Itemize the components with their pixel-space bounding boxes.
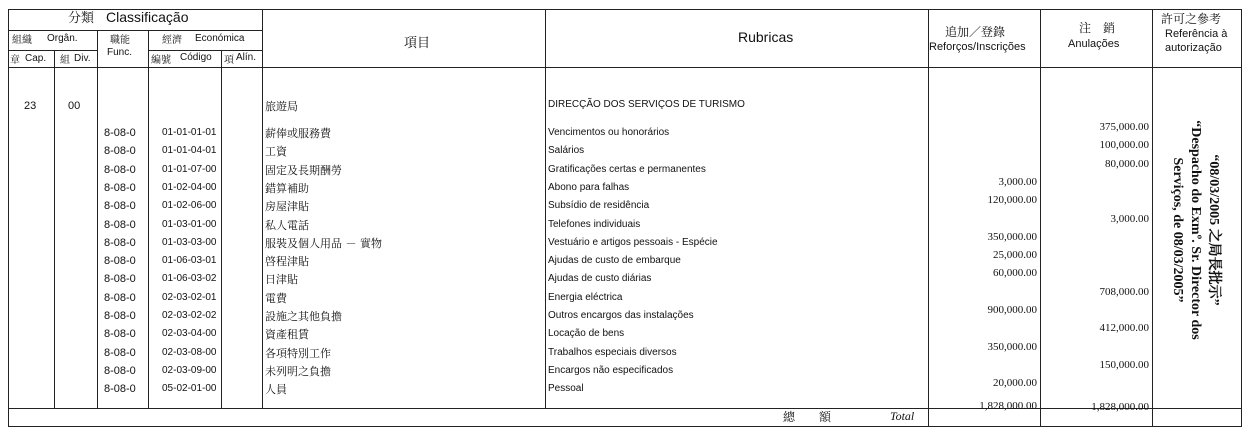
total-reforcos: 1,828,000.00: [979, 400, 1037, 412]
row-reforco: 350,000.00: [987, 341, 1037, 353]
row-rubrica-pt: Gratificações certas e permanentes: [548, 164, 706, 175]
func-zh: 職能: [110, 35, 130, 46]
row-reforco: 20,000.00: [993, 377, 1037, 389]
row-func: 8-08-0: [104, 182, 136, 194]
row-rubrica-pt: Ajudas de custo diárias: [548, 273, 652, 284]
row-code: 01-02-04-00: [162, 182, 217, 193]
row-item-zh: 啓程津貼: [265, 255, 309, 268]
row-code: 01-06-03-02: [162, 273, 217, 284]
row-func: 8-08-0: [104, 219, 136, 231]
row-item-zh: 設施之其他負擔: [265, 310, 342, 323]
row-code: 05-02-01-00: [162, 383, 217, 394]
div-func-line: [97, 30, 98, 408]
row-reforco: 350,000.00: [987, 231, 1037, 243]
row-rubrica-pt: Abono para falhas: [548, 182, 630, 193]
anulacoes-pt-header: Anulações: [1068, 38, 1120, 50]
row-rubrica-pt: Subsídio de residência: [548, 200, 650, 211]
cap-zh: 章: [10, 55, 20, 66]
code-zh: 編號: [151, 55, 171, 66]
economic-zh: 經濟: [162, 35, 182, 46]
authorization-line-3: Serviços, de 08/03/2005”: [1170, 157, 1185, 303]
row-anulacao: 375,000.00: [1099, 121, 1149, 133]
row-code: 01-03-03-00: [162, 237, 217, 248]
row-code: 02-03-04-00: [162, 328, 217, 339]
economic-pt: Económica: [195, 33, 245, 44]
classification-pt: Classificação: [106, 9, 189, 25]
row-anulacao: 708,000.00: [1099, 286, 1149, 298]
organ-name-pt: DIRECÇÃO DOS SERVIÇOS DE TURISMO: [548, 99, 745, 110]
row-rubrica-pt: Energia eléctrica: [548, 292, 623, 303]
row-func: 8-08-0: [104, 383, 136, 395]
anulacoes-ref-line: [1152, 9, 1153, 427]
row-rubrica-pt: Ajudas de custo de embarque: [548, 255, 681, 266]
row-item-zh: 資產租賃: [265, 328, 309, 341]
row-code: 02-03-08-00: [162, 347, 217, 358]
row-func: 8-08-0: [104, 365, 136, 377]
func-pt: Func.: [107, 47, 133, 58]
row-code: 02-03-02-02: [162, 310, 217, 321]
ref-pt-header-line1: Referência à: [1165, 28, 1228, 40]
row-code: 01-01-07-00: [162, 164, 217, 175]
alin-item-line: [262, 9, 263, 408]
code-pt: Código: [180, 52, 212, 63]
row-func: 8-08-0: [104, 255, 136, 267]
row-item-zh: 日津貼: [265, 273, 298, 286]
row-reforco: 120,000.00: [987, 194, 1037, 206]
row-func: 8-08-0: [104, 145, 136, 157]
div-pt: Div.: [74, 53, 91, 64]
total-anulacoes: 1,828,000.00: [1091, 401, 1149, 413]
row-item-zh: 人員: [265, 383, 287, 396]
row-reforco: 60,000.00: [993, 267, 1037, 279]
authorization-line-2: “Despacho do Exmº. Sr. Director dos: [1188, 120, 1203, 340]
row-func: 8-08-0: [104, 164, 136, 176]
row-rubrica-pt: Pessoal: [548, 383, 584, 394]
row-anulacao: 3,000.00: [1110, 213, 1149, 225]
row-code: 01-02-06-00: [162, 200, 217, 211]
row-rubrica-pt: Locação de bens: [548, 328, 625, 339]
table-left-border: [8, 9, 9, 427]
organ-div: 00: [68, 100, 81, 112]
row-rubrica-pt: Trabalhos especiais diversos: [548, 347, 677, 358]
row-item-zh: 薪俸或服務費: [265, 127, 331, 140]
alin-pt: Alín.: [236, 52, 257, 63]
table-bottom-border: [8, 426, 1241, 427]
row-item-zh: 各項特別工作: [265, 347, 331, 360]
organic-zh: 組織: [12, 35, 32, 46]
row-code: 01-01-01-01: [162, 127, 217, 138]
row-func: 8-08-0: [104, 347, 136, 359]
row-rubrica-pt: Salários: [548, 145, 585, 156]
organic-divider: [8, 50, 97, 51]
div-zh: 組: [60, 55, 70, 66]
row-anulacao: 150,000.00: [1099, 359, 1149, 371]
code-alin-line: [221, 50, 222, 408]
row-func: 8-08-0: [104, 237, 136, 249]
total-label-pt: Total: [890, 409, 915, 423]
economic-divider: [148, 50, 262, 51]
row-func: 8-08-0: [104, 292, 136, 304]
alin-zh: 項: [224, 55, 234, 66]
row-func: 8-08-0: [104, 328, 136, 340]
item-rubricas-line: [545, 9, 546, 408]
row-reforco: 25,000.00: [993, 249, 1037, 261]
row-item-zh: 未列明之負擔: [265, 365, 331, 378]
row-code: 01-01-04-01: [162, 145, 217, 156]
organ-name-zh: 旅遊局: [265, 100, 298, 113]
total-label-zh: 總 額: [783, 410, 832, 424]
row-anulacao: 80,000.00: [1105, 158, 1149, 170]
ref-zh-header: 許可之參考: [1161, 12, 1222, 26]
row-anulacao: 100,000.00: [1099, 139, 1149, 151]
classification-zh: 分類: [68, 11, 95, 26]
row-func: 8-08-0: [104, 310, 136, 322]
row-item-zh: 固定及長期酬勞: [265, 164, 342, 177]
header-bottom-line: [8, 67, 1241, 68]
reforcos-zh-header: 追加／登錄: [945, 25, 1006, 39]
row-item-zh: 工資: [265, 145, 287, 158]
anulacoes-zh-header: 注 銷: [1079, 21, 1116, 35]
row-code: 02-03-02-01: [162, 292, 217, 303]
ref-pt-header-line2: autorização: [1165, 42, 1222, 54]
row-code: 01-03-01-00: [162, 219, 217, 230]
row-reforco: 3,000.00: [998, 176, 1037, 188]
cap-pt: Cap.: [25, 53, 47, 64]
row-func: 8-08-0: [104, 273, 136, 285]
row-rubrica-pt: Encargos não especificados: [548, 365, 674, 376]
row-rubrica-pt: Telefones individuais: [548, 219, 641, 230]
authorization-reference: [1168, 120, 1222, 339]
row-rubrica-pt: Vencimentos ou honorários: [548, 127, 670, 138]
row-rubrica-pt: Outros encargos das instalações: [548, 310, 694, 321]
organ-cap: 23: [24, 100, 37, 112]
cap-div-line: [54, 50, 55, 408]
row-func: 8-08-0: [104, 127, 136, 139]
row-code: 02-03-09-00: [162, 365, 217, 376]
row-anulacao: 412,000.00: [1099, 322, 1149, 334]
authorization-line-1: “08/03/2005 之局長批示”: [1206, 154, 1221, 306]
rubricas-reforcos-line: [928, 9, 929, 427]
row-code: 01-06-03-01: [162, 255, 217, 266]
table-top-border: [8, 9, 1241, 10]
rubricas-header: Rubricas: [738, 29, 794, 45]
func-code-line: [148, 30, 149, 408]
row-item-zh: 服裝及個人用品 － 實物: [265, 237, 382, 250]
row-item-zh: 錯算補助: [265, 182, 309, 195]
classification-divider: [8, 30, 262, 31]
reforcos-pt-header: Reforços/Inscrições: [929, 41, 1026, 53]
row-reforco: 900,000.00: [987, 304, 1037, 316]
row-item-zh: 電費: [265, 292, 287, 305]
row-item-zh: 房屋津貼: [265, 200, 309, 213]
row-item-zh: 私人電話: [265, 219, 309, 232]
row-rubrica-pt: Vestuário e artigos pessoais - Espécie: [548, 237, 718, 248]
table-right-border: [1241, 9, 1242, 427]
row-func: 8-08-0: [104, 200, 136, 212]
organic-pt: Orgân.: [47, 33, 78, 44]
item-zh-header: 項目: [404, 36, 431, 51]
